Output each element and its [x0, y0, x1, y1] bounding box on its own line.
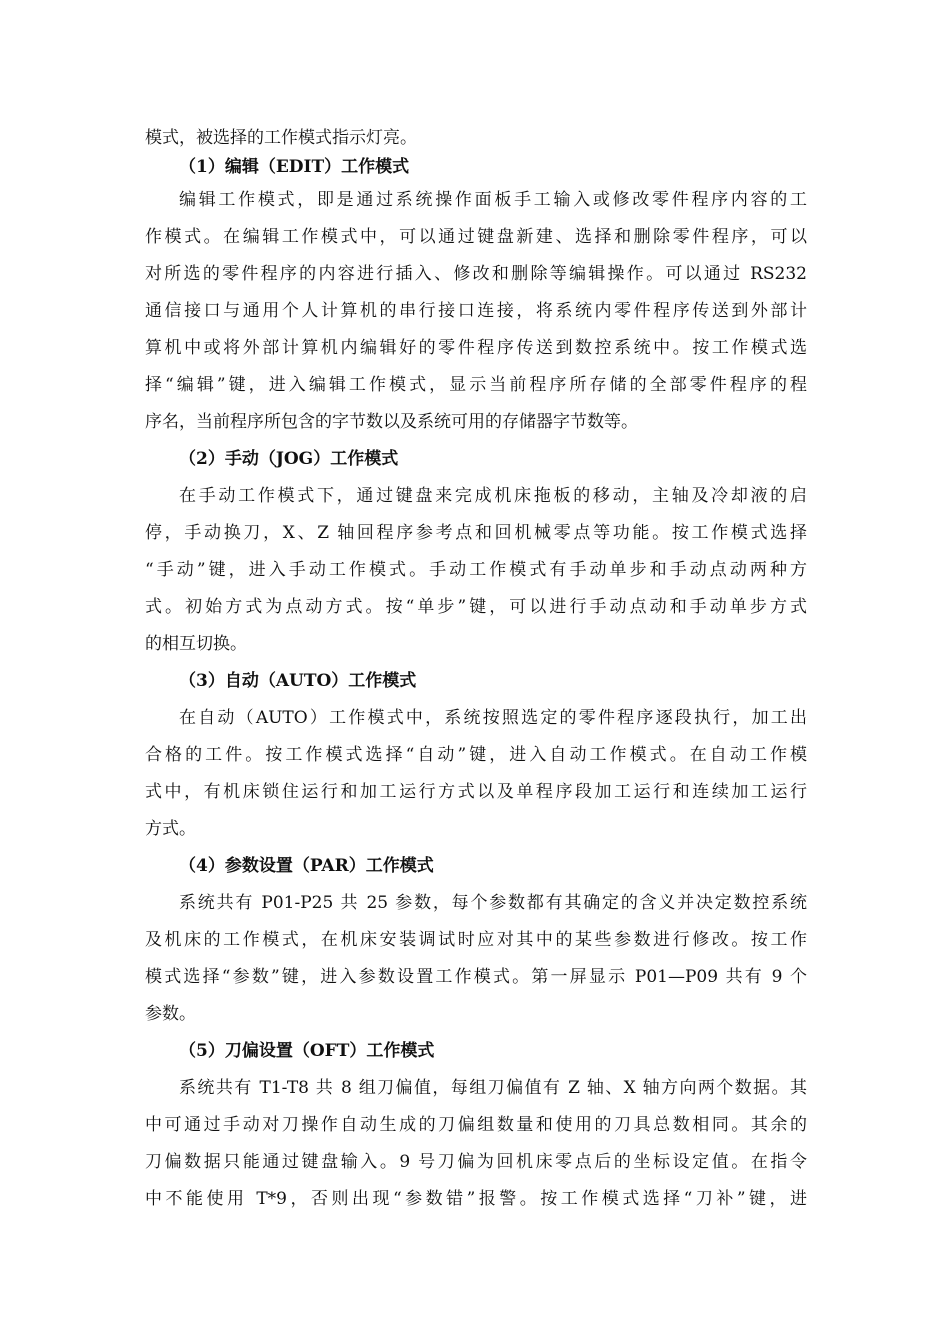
paragraph-line: 中可通过手动对刀操作自动生成的刀偏组数量和使用的刀具总数相同。其余的 [145, 1115, 807, 1135]
paragraph-line: 择“编辑”键，进入编辑工作模式，显示当前程序所存储的全部零件程序的程 [145, 375, 807, 395]
paragraph-line: 在自动（AUTO）工作模式中，系统按照选定的零件程序逐段执行，加工出 [179, 708, 807, 728]
section-heading-jog: （2）手动（JOG）工作模式 [179, 449, 399, 469]
section-paragraph-edit [145, 182, 807, 441]
paragraph-line: 的相互切换。 [145, 634, 247, 654]
paragraph-line: 式中，有机床锁住运行和加工运行方式以及单程序段加工运行和连续加工运行 [145, 782, 807, 802]
paragraph-line: 中不能使用 T*9，否则出现“参数错”报警。按工作模式选择“刀补”键，进 [145, 1189, 807, 1209]
paragraph-line: 系统共有 P01-P25 共 25 参数，每个参数都有其确定的含义并决定数控系统 [179, 893, 807, 913]
paragraph-line: 方式。 [145, 819, 196, 839]
paragraph-line: 及机床的工作模式，在机床安装调试时应对其中的某些参数进行修改。按工作 [145, 930, 807, 950]
paragraph-line: 式。初始方式为点动方式。按“单步”键，可以进行手动点动和手动单步方式 [145, 597, 807, 617]
section-heading-edit: （1）编辑（EDIT）工作模式 [179, 157, 410, 177]
section-paragraph-oft [145, 1070, 807, 1218]
paragraph-line: 参数。 [145, 1004, 196, 1024]
paragraph-line: 在手动工作模式下，通过键盘来完成机床拖板的移动，主轴及冷却液的启 [179, 486, 807, 506]
paragraph-line: 对所选的零件程序的内容进行插入、修改和删除等编辑操作。可以通过 RS232 [145, 264, 807, 284]
paragraph-line: 序名，当前程序所包含的字节数以及系统可用的存储器字节数等。 [145, 412, 638, 432]
section-paragraph-auto [145, 700, 807, 848]
document-body [145, 124, 807, 1218]
section-heading-oft: （5）刀偏设置（OFT）工作模式 [179, 1041, 435, 1061]
paragraph-line: 刀偏数据只能通过键盘输入。9 号刀偏为回机床零点后的坐标设定值。在指令 [145, 1152, 807, 1172]
paragraph-line: 通信接口与通用个人计算机的串行接口连接，将系统内零件程序传送到外部计 [145, 301, 807, 321]
paragraph-line: 系统共有 T1-T8 共 8 组刀偏值，每组刀偏值有 Z 轴、X 轴方向两个数据。其 [179, 1078, 807, 1098]
section-paragraph-jog [145, 478, 807, 663]
paragraph-line: 作模式。在编辑工作模式中，可以通过键盘新建、选择和删除零件程序，可以 [145, 227, 807, 247]
paragraph-line: 停，手动换刀，X、Z 轴回程序参考点和回机械零点等功能。按工作模式选择 [145, 523, 807, 543]
section-paragraph-par [145, 885, 807, 1033]
section-heading-auto: （3）自动（AUTO）工作模式 [179, 671, 417, 691]
paragraph-line: 算机中或将外部计算机内编辑好的零件程序传送到数控系统中。按工作模式选 [145, 338, 807, 358]
intro-line: 模式，被选择的工作模式指示灯亮。 [145, 128, 417, 148]
paragraph-line: 编辑工作模式，即是通过系统操作面板手工输入或修改零件程序内容的工 [179, 190, 807, 210]
section-heading-par: （4）参数设置（PAR）工作模式 [179, 856, 434, 876]
paragraph-line: “手动”键，进入手动工作模式。手动工作模式有手动单步和手动点动两种方 [145, 560, 807, 580]
paragraph-line: 合格的工件。按工作模式选择“自动”键，进入自动工作模式。在自动工作模 [145, 745, 807, 765]
paragraph-line: 模式选择“参数”键，进入参数设置工作模式。第一屏显示 P01—P09 共有 9 个 [145, 967, 807, 987]
